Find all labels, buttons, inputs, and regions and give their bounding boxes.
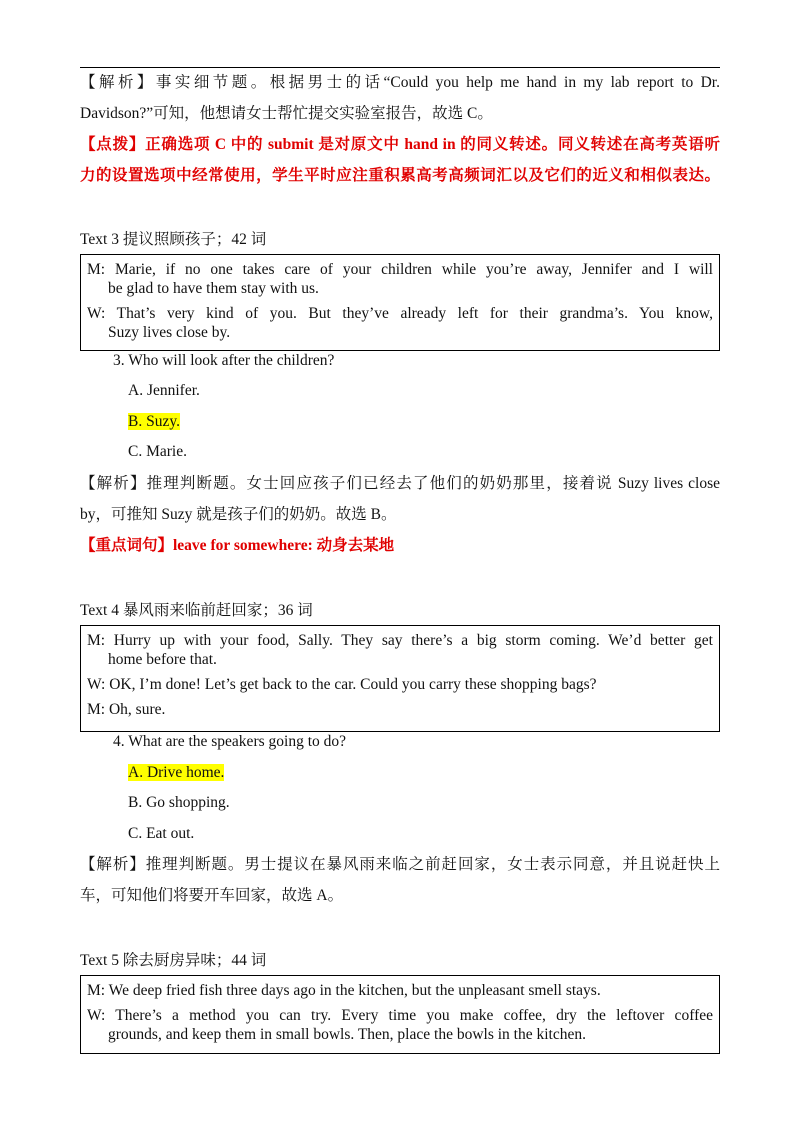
turn-line: grounds, and keep them in small bowls. Then, place the bowls in the kitchen. (108, 1026, 586, 1043)
dialogue-turn (87, 631, 713, 669)
analysis-text3 (80, 468, 720, 530)
question-3: 3. Who will look after the children? (113, 352, 335, 369)
option-a-correct: A. Drive home. (128, 764, 225, 781)
turn-line: M: Marie, if no one takes care of your children while you’re away, Jennifer and I will (87, 261, 713, 278)
dialogue-turn (87, 675, 713, 694)
turn-line: Suzy lives close by. (108, 324, 231, 341)
text5-dialogue-box (80, 975, 720, 1054)
option-b: B. Go shopping. (128, 794, 230, 811)
analysis-text2 (80, 67, 720, 129)
turn-line: W: That’s very kind of you. But they’ve already left for their grandma’s. You know, (87, 305, 713, 322)
analysis-line: 【解析】推理判断题。女士回应孩子们已经去了他们的奶奶那里，接着说 Suzy lives close (80, 475, 720, 492)
analysis-line: by，可推知 Suzy 就是孩子们的奶奶。故选 B。 (80, 506, 397, 523)
tip-text2 (80, 129, 720, 191)
option-c: C. Marie. (128, 443, 187, 460)
turn-line: be glad to have them stay with us. (108, 280, 319, 297)
dialogue-turn (87, 304, 713, 342)
turn-line: M: We deep fried fish three days ago in the kitchen, but the unpleasant smell stays. (87, 982, 601, 999)
turn-line: M: Hurry up with your food, Sally. They say there’s a big storm coming. We’d better get (87, 632, 713, 649)
tip-line: 力的设置选项中经常使用，学生平时应注重积累高考高频词汇以及它们的近义和相似表达。 (80, 167, 720, 184)
text4-dialogue-box (80, 625, 720, 732)
dialogue-turn (87, 981, 713, 1000)
question-4: 4. What are the speakers going to do? (113, 733, 346, 750)
turn-line: M: Oh, sure. (87, 701, 166, 718)
turn-line: W: OK, I’m done! Let’s get back to the car. Could you carry these shopping bags? (87, 676, 597, 693)
text5-heading: Text 5 除去厨房异味；44 词 (80, 952, 267, 969)
turn-line: W: There’s a method you can try. Every time you make coffee, dry the leftover coffee (87, 1007, 713, 1024)
dialogue-turn (87, 700, 713, 719)
analysis-line: 【解析】推理判断题。男士提议在暴风雨来临之前赶回家，女士表示同意，并且说赶快上 (80, 856, 720, 873)
analysis-line: 车，可知他们将要开车回家，故选 A。 (80, 887, 344, 904)
analysis-text4 (80, 849, 720, 911)
dialogue-turn (87, 260, 713, 298)
dialogue-turn (87, 1006, 713, 1044)
option-c: C. Eat out. (128, 825, 195, 842)
key-phrase: 【重点词句】leave for somewhere: 动身去某地 (80, 537, 395, 554)
tip-line: 【点拨】正确选项 C 中的 submit 是对原文中 hand in 的同义转述。同义转述在高考英语听 (80, 136, 720, 153)
analysis-line: Davidson?”可知，他想请女士帮忙提交实验室报告，故选 C。 (80, 105, 493, 122)
text3-dialogue-box (80, 254, 720, 351)
text4-heading: Text 4 暴风雨来临前赶回家；36 词 (80, 602, 313, 619)
analysis-line: 【解析】事实细节题。根据男士的话“Could you help me hand in my lab report to Dr. (80, 74, 720, 91)
turn-line: home before that. (108, 651, 217, 668)
text3-heading: Text 3 提议照顾孩子；42 词 (80, 231, 267, 248)
option-a: A. Jennifer. (128, 382, 200, 399)
option-b-correct: B. Suzy. (128, 413, 180, 430)
